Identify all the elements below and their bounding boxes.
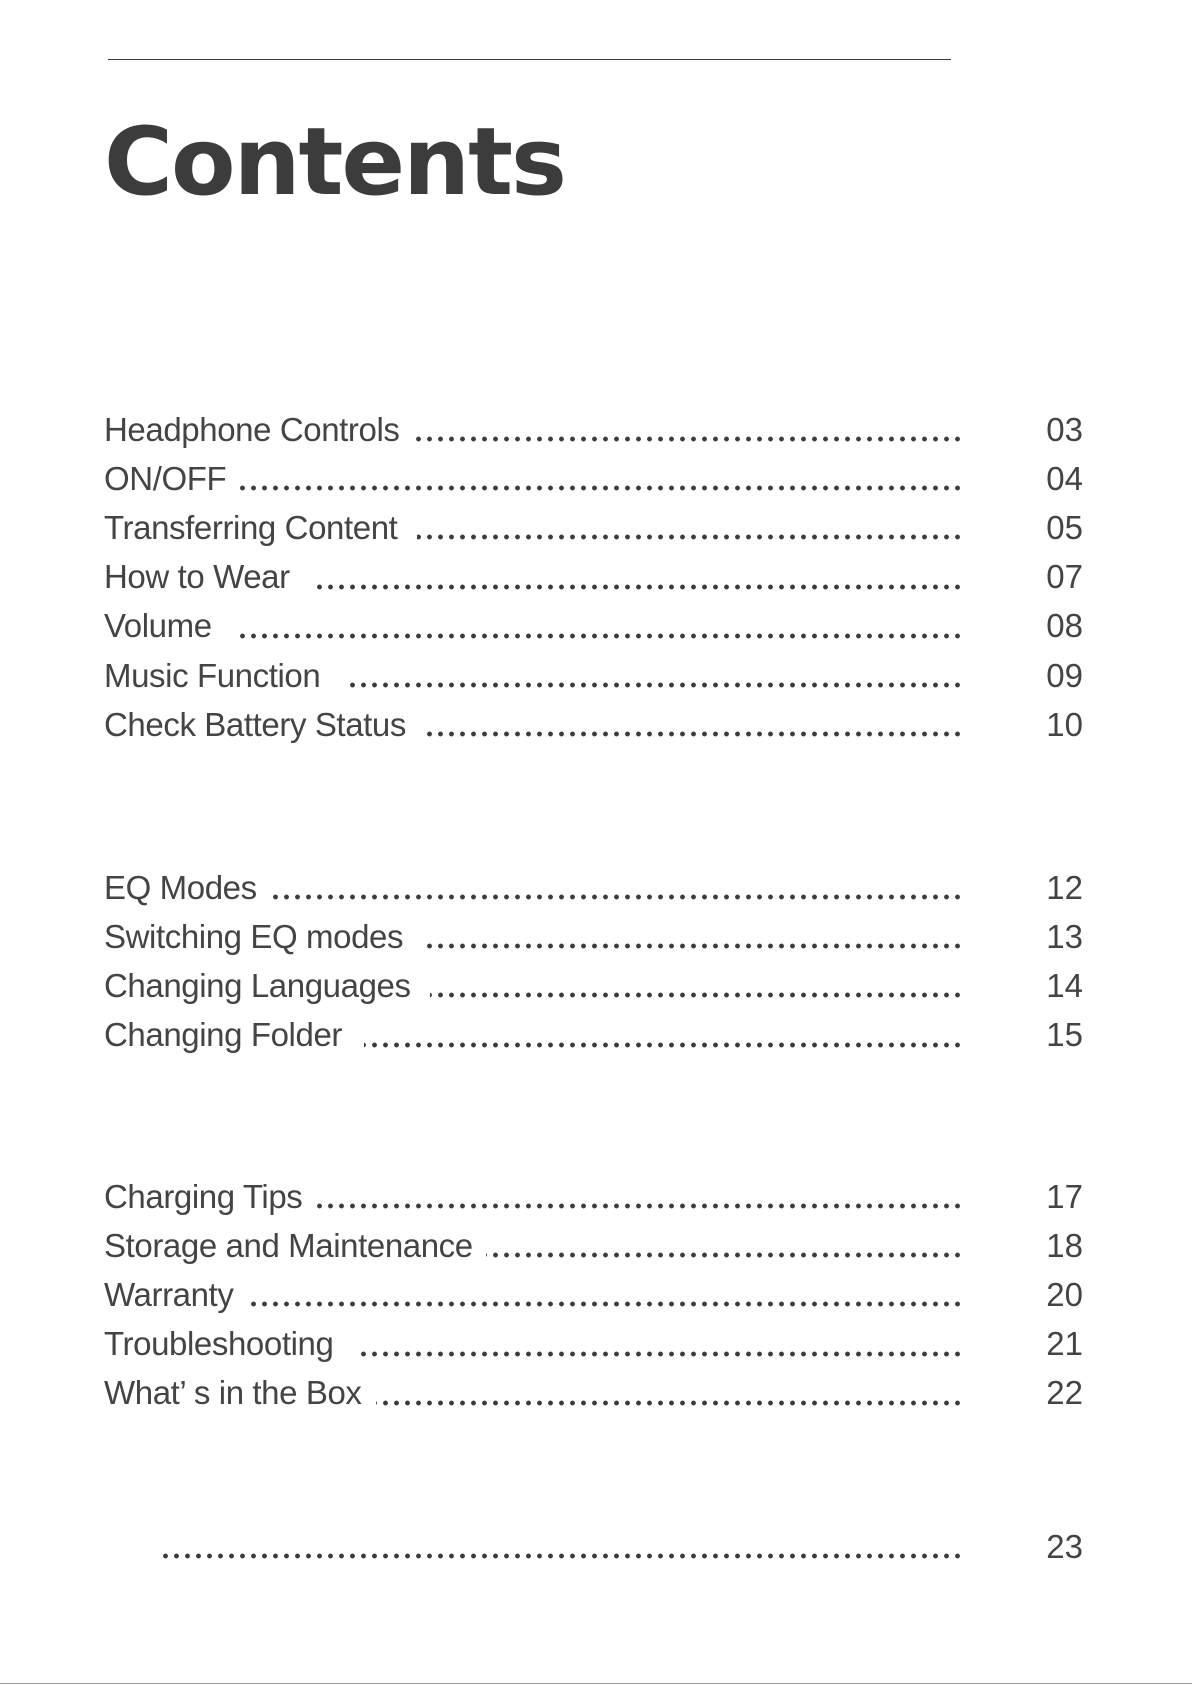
toc-entry-page: 10	[1046, 705, 1083, 743]
toc-entry-page: 23	[1046, 1527, 1083, 1565]
page-title: Contents	[104, 108, 565, 217]
dot-leader	[158, 1522, 963, 1571]
toc-entry[interactable]	[104, 405, 1083, 454]
toc-entry[interactable]	[104, 1221, 1083, 1270]
toc-entry[interactable]	[104, 961, 1083, 1010]
toc-entry[interactable]	[104, 912, 1083, 961]
toc-entry-label: Charging Tips	[104, 1177, 303, 1215]
top-divider	[108, 59, 951, 60]
toc-entry-page: 04	[1046, 459, 1083, 497]
toc-entry-page: 05	[1046, 508, 1083, 546]
toc-entry-label: Storage and Maintenance	[104, 1226, 473, 1264]
toc-entry[interactable]	[104, 553, 1083, 602]
toc-entry-label: Volume	[104, 607, 212, 645]
toc-entry[interactable]	[104, 1320, 1083, 1369]
toc-section-4	[104, 1522, 1083, 1571]
toc-entry-page: 14	[1046, 966, 1083, 1004]
toc-entry[interactable]	[104, 651, 1083, 700]
dot-leader	[345, 651, 963, 700]
toc-entry-page: 03	[1046, 410, 1083, 448]
toc-entry-label: How to Wear	[104, 558, 290, 596]
toc-entry-label: ON/OFF	[104, 459, 227, 497]
toc-entry-page: 21	[1046, 1325, 1083, 1363]
dot-leader	[311, 553, 963, 602]
toc-entry-page: 08	[1046, 607, 1083, 645]
toc-entry-page: 15	[1046, 1016, 1083, 1054]
toc-entry[interactable]	[104, 602, 1083, 651]
toc-entry[interactable]	[104, 863, 1083, 912]
toc-entry[interactable]	[104, 503, 1083, 552]
dot-leader	[272, 863, 963, 912]
dot-leader	[316, 1172, 963, 1221]
toc-entry-label: Transferring Content	[104, 508, 398, 546]
toc-entry-page: 12	[1046, 868, 1083, 906]
toc-entry-label: Troubleshooting	[104, 1325, 334, 1363]
toc-entry-label: Check Battery Status	[104, 705, 406, 743]
dot-leader	[235, 602, 963, 651]
toc-entry-label: EQ Modes	[104, 868, 257, 906]
toc-entry[interactable]	[104, 1172, 1083, 1221]
toc-entry-label: Headphone Controls	[104, 410, 400, 448]
dot-leader	[430, 961, 963, 1010]
dot-leader	[427, 912, 963, 961]
dot-leader	[416, 405, 963, 454]
toc-entry-page: 17	[1046, 1177, 1083, 1215]
dot-leader	[364, 1011, 963, 1060]
dot-leader	[376, 1369, 963, 1418]
toc-entry-label: Music Function	[104, 656, 321, 694]
toc-entry-page: 07	[1046, 558, 1083, 596]
toc-entry-label: Changing Folder	[104, 1016, 342, 1054]
toc-entry[interactable]	[104, 1011, 1083, 1060]
toc-entry[interactable]	[104, 700, 1083, 749]
toc-entry-page: 22	[1046, 1374, 1083, 1412]
dot-leader	[422, 700, 963, 749]
toc-section-3	[104, 1172, 1083, 1418]
toc-entry[interactable]	[104, 1270, 1083, 1319]
dot-leader	[251, 1270, 963, 1319]
toc-section-2	[104, 863, 1083, 1060]
toc-entry-page: 18	[1046, 1226, 1083, 1264]
toc-entry-label: Switching EQ modes	[104, 917, 404, 955]
toc-section-1	[104, 405, 1083, 749]
toc-entry-page: 20	[1046, 1275, 1083, 1313]
toc-entry[interactable]	[104, 1369, 1083, 1418]
toc-entry[interactable]	[104, 454, 1083, 503]
bottom-divider	[0, 1683, 1192, 1684]
dot-leader	[360, 1320, 963, 1369]
dot-leader	[234, 454, 963, 503]
dot-leader	[486, 1221, 963, 1270]
toc-entry[interactable]	[104, 1522, 1083, 1571]
toc-entry-label: Changing Languages	[104, 966, 411, 1004]
toc-entry-page: 09	[1046, 656, 1083, 694]
toc-entry-page: 13	[1046, 917, 1083, 955]
toc-entry-label: What’ s in the Box	[104, 1374, 362, 1412]
dot-leader	[417, 503, 963, 552]
toc-entry-label: Warranty	[104, 1275, 234, 1313]
